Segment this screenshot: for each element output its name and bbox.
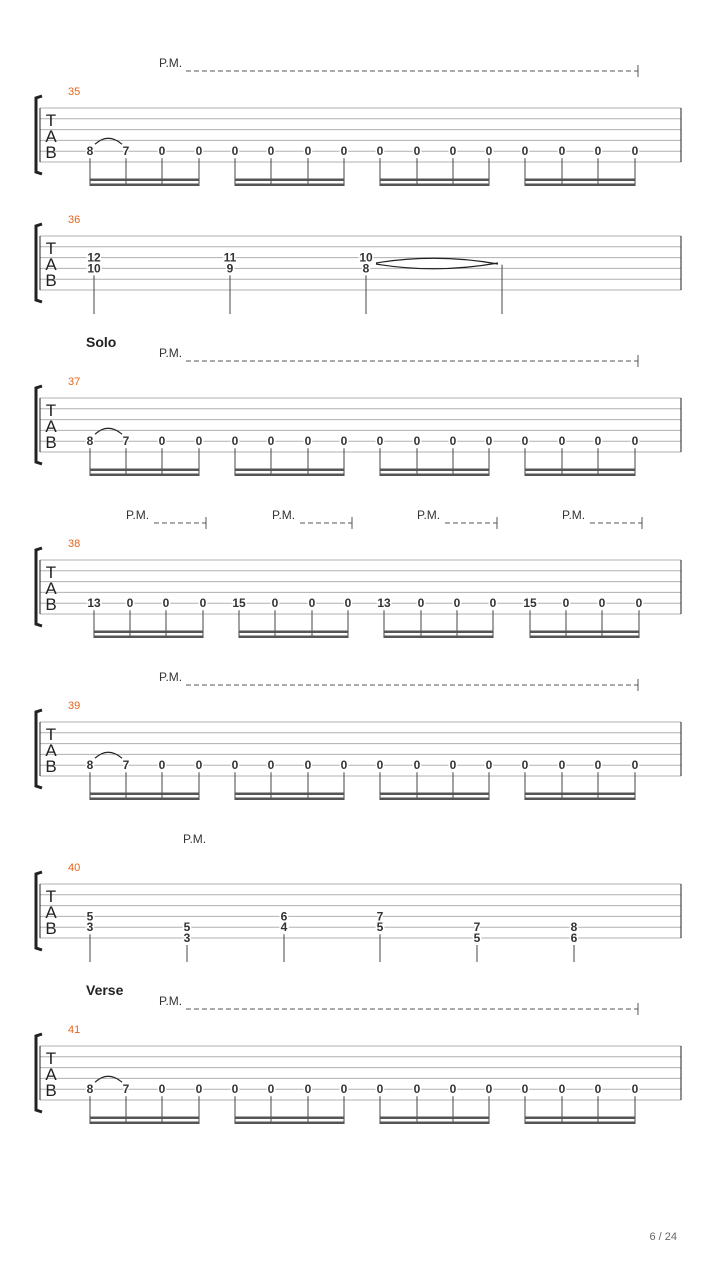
palm-mute-label: P.M. <box>183 832 207 846</box>
fret-number: 0 <box>267 758 275 773</box>
beam-primary <box>380 474 489 477</box>
fret-number: 0 <box>158 758 166 773</box>
fret-number: 5 <box>473 931 481 945</box>
beam-primary <box>235 184 344 187</box>
fret-number: 0 <box>308 596 316 611</box>
beam-secondary <box>90 793 199 796</box>
fret-number: 0 <box>558 758 566 773</box>
fret-number: 0 <box>231 758 239 773</box>
fret-number: 0 <box>594 1082 602 1097</box>
slur <box>95 428 122 434</box>
fret-number: 0 <box>594 144 602 159</box>
fret-number: 0 <box>271 596 279 611</box>
fret-number: 0 <box>376 1082 384 1097</box>
fret-number: 0 <box>195 1082 203 1097</box>
fret-number: 7 <box>376 909 384 924</box>
fret-number: 9 <box>226 261 234 276</box>
slur <box>95 752 122 758</box>
beam-primary <box>525 1122 635 1125</box>
beam-secondary <box>525 793 635 796</box>
tab-clef-letter: B <box>45 1081 57 1100</box>
measure-number: 36 <box>68 214 81 226</box>
fret-number: 7 <box>122 758 130 773</box>
palm-mute-label: P.M. <box>417 508 441 522</box>
tab-system <box>36 832 681 962</box>
beam-primary <box>235 1122 344 1125</box>
fret-number: 7 <box>122 434 130 449</box>
tab-clef-letter: A <box>45 903 57 922</box>
tab-clef-letter: T <box>45 401 57 420</box>
fret-number: 7 <box>122 1082 130 1097</box>
fret-number: 0 <box>231 144 239 159</box>
fret-number: 0 <box>231 1082 239 1097</box>
fret-number: 0 <box>340 144 348 159</box>
beam-primary <box>384 636 493 639</box>
fret-number: 0 <box>449 758 457 773</box>
beam-secondary <box>380 179 489 182</box>
fret-number: 0 <box>304 758 312 773</box>
fret-number: 0 <box>162 596 170 611</box>
fret-number: 10 <box>359 250 373 265</box>
slur <box>95 138 122 144</box>
fret-number: 15 <box>232 596 246 611</box>
fret-number: 0 <box>126 596 134 611</box>
measure-number: 40 <box>68 862 81 874</box>
beam-primary <box>90 474 199 477</box>
beam-secondary <box>90 179 199 182</box>
palm-mute-label: P.M. <box>159 346 183 360</box>
beam-primary <box>525 474 635 477</box>
fret-number: 0 <box>231 434 239 449</box>
fret-number: 5 <box>183 920 191 935</box>
beam-secondary <box>384 631 493 634</box>
fret-number: 0 <box>594 434 602 449</box>
fret-number: 8 <box>570 920 578 935</box>
fret-number: 5 <box>86 909 94 924</box>
tab-clef-letter: A <box>45 1065 57 1084</box>
palm-mute-label: P.M. <box>159 56 183 70</box>
fret-number: 0 <box>521 144 529 159</box>
fret-number: 0 <box>521 1082 529 1097</box>
fret-number: 0 <box>594 758 602 773</box>
tab-system <box>36 334 681 476</box>
fret-number: 10 <box>87 261 101 276</box>
beam-secondary <box>525 469 635 472</box>
fret-number: 0 <box>195 434 203 449</box>
fret-number: 0 <box>631 434 639 449</box>
tab-clef-letter: A <box>45 741 57 760</box>
fret-number: 0 <box>449 1082 457 1097</box>
fret-number: 0 <box>631 758 639 773</box>
fret-number: 0 <box>598 596 606 611</box>
fret-number: 0 <box>158 1082 166 1097</box>
fret-number: 12 <box>87 250 101 265</box>
fret-number: 0 <box>376 144 384 159</box>
tab-system <box>36 214 681 314</box>
measure-number: 39 <box>68 700 81 712</box>
beam-primary <box>239 636 348 639</box>
fret-number: 0 <box>558 144 566 159</box>
fret-number: 4 <box>280 920 288 935</box>
beam-secondary <box>380 1117 489 1120</box>
fret-number: 13 <box>377 596 391 611</box>
fret-number: 8 <box>86 758 94 773</box>
tab-clef-letter: T <box>45 725 57 744</box>
beam-secondary <box>380 469 489 472</box>
beam-secondary <box>380 793 489 796</box>
section-label: Verse <box>86 982 124 998</box>
beam-primary <box>90 798 199 801</box>
beam-primary <box>90 1122 199 1125</box>
palm-mute-label: P.M. <box>562 508 586 522</box>
fret-number: 0 <box>631 144 639 159</box>
fret-number: 8 <box>362 261 370 276</box>
beam-secondary <box>94 631 203 634</box>
beam-primary <box>380 798 489 801</box>
tab-system <box>36 982 681 1124</box>
beam-primary <box>94 636 203 639</box>
fret-number: 0 <box>340 758 348 773</box>
beam-secondary <box>90 469 199 472</box>
fret-number: 0 <box>376 434 384 449</box>
palm-mute-label: P.M. <box>159 670 183 684</box>
fret-number: 0 <box>485 758 493 773</box>
beam-secondary <box>235 793 344 796</box>
fret-number: 0 <box>304 144 312 159</box>
tab-clef-letter: A <box>45 417 57 436</box>
fret-number: 0 <box>195 758 203 773</box>
fret-number: 0 <box>195 144 203 159</box>
slur <box>95 1076 122 1082</box>
beam-primary <box>90 184 199 187</box>
palm-mute-label: P.M. <box>126 508 150 522</box>
tab-clef-letter: T <box>45 563 57 582</box>
fret-number: 6 <box>280 909 288 924</box>
tab-clef-letter: A <box>45 255 57 274</box>
palm-mute-label: P.M. <box>159 994 183 1008</box>
beam-primary <box>530 636 639 639</box>
beam-secondary <box>235 179 344 182</box>
fret-number: 15 <box>523 596 537 611</box>
beam-primary <box>525 798 635 801</box>
tab-clef-letter: B <box>45 271 57 290</box>
fret-number: 0 <box>453 596 461 611</box>
measure-number: 41 <box>68 1024 81 1036</box>
fret-number: 0 <box>485 1082 493 1097</box>
tab-clef-letter: A <box>45 127 57 146</box>
fret-number: 0 <box>199 596 207 611</box>
fret-number: 0 <box>558 434 566 449</box>
fret-number: 0 <box>489 596 497 611</box>
fret-number: 0 <box>304 1082 312 1097</box>
beam-primary <box>235 474 344 477</box>
tab-clef-letter: T <box>45 239 57 258</box>
fret-number: 0 <box>485 144 493 159</box>
fret-number: 0 <box>304 434 312 449</box>
beam-secondary <box>530 631 639 634</box>
fret-number: 0 <box>340 1082 348 1097</box>
fret-number: 3 <box>86 920 94 935</box>
beam-secondary <box>525 1117 635 1120</box>
fret-number: 0 <box>521 758 529 773</box>
fret-number: 0 <box>413 1082 421 1097</box>
measure-number: 37 <box>68 376 81 388</box>
fret-number: 7 <box>122 144 130 159</box>
measure-number: 38 <box>68 538 81 550</box>
beam-primary <box>525 184 635 187</box>
fret-number: 0 <box>267 1082 275 1097</box>
section-label: Solo <box>86 334 117 350</box>
tab-clef-letter: B <box>45 595 57 614</box>
fret-number: 0 <box>340 434 348 449</box>
fret-number: 8 <box>86 1082 94 1097</box>
tab-clef-letter: B <box>45 919 57 938</box>
fret-number: 0 <box>558 1082 566 1097</box>
fret-number: 0 <box>562 596 570 611</box>
tab-clef-letter: A <box>45 579 57 598</box>
fret-number: 6 <box>570 931 578 945</box>
beam-primary <box>380 184 489 187</box>
fret-number: 0 <box>413 434 421 449</box>
beam-primary <box>380 1122 489 1125</box>
fret-number: 0 <box>631 1082 639 1097</box>
fret-number: 0 <box>376 758 384 773</box>
tab-clef-letter: T <box>45 1049 57 1068</box>
tab-clef-letter: B <box>45 143 57 162</box>
beam-secondary <box>525 179 635 182</box>
fret-number: 0 <box>521 434 529 449</box>
fret-number: 8 <box>86 144 94 159</box>
fret-number: 0 <box>485 434 493 449</box>
tab-clef-letter: T <box>45 111 57 130</box>
fret-number: 0 <box>413 758 421 773</box>
fret-number: 0 <box>413 144 421 159</box>
fret-number: 13 <box>87 596 101 611</box>
fret-number: 3 <box>183 931 191 945</box>
fret-number: 0 <box>449 144 457 159</box>
let-ring-lens <box>376 258 498 269</box>
beam-secondary <box>235 1117 344 1120</box>
page-indicator: 6 / 24 <box>649 1231 677 1243</box>
fret-number: 0 <box>635 596 643 611</box>
fret-number: 5 <box>376 920 384 935</box>
tab-system <box>36 56 681 186</box>
fret-number: 0 <box>449 434 457 449</box>
fret-number: 8 <box>86 434 94 449</box>
tab-system <box>36 508 681 638</box>
palm-mute-label: P.M. <box>272 508 296 522</box>
fret-number: 0 <box>344 596 352 611</box>
fret-number: 0 <box>158 434 166 449</box>
measure-number: 35 <box>68 86 81 98</box>
tab-system <box>36 670 681 800</box>
tab-clef-letter: B <box>45 433 57 452</box>
fret-number: 0 <box>417 596 425 611</box>
fret-number: 0 <box>267 144 275 159</box>
fret-number: 7 <box>473 920 481 935</box>
fret-number: 0 <box>158 144 166 159</box>
beam-secondary <box>239 631 348 634</box>
fret-number: 11 <box>223 250 237 265</box>
beam-primary <box>235 798 344 801</box>
fret-number: 0 <box>267 434 275 449</box>
beam-secondary <box>235 469 344 472</box>
beam-secondary <box>90 1117 199 1120</box>
tab-clef-letter: T <box>45 887 57 906</box>
tab-clef-letter: B <box>45 757 57 776</box>
